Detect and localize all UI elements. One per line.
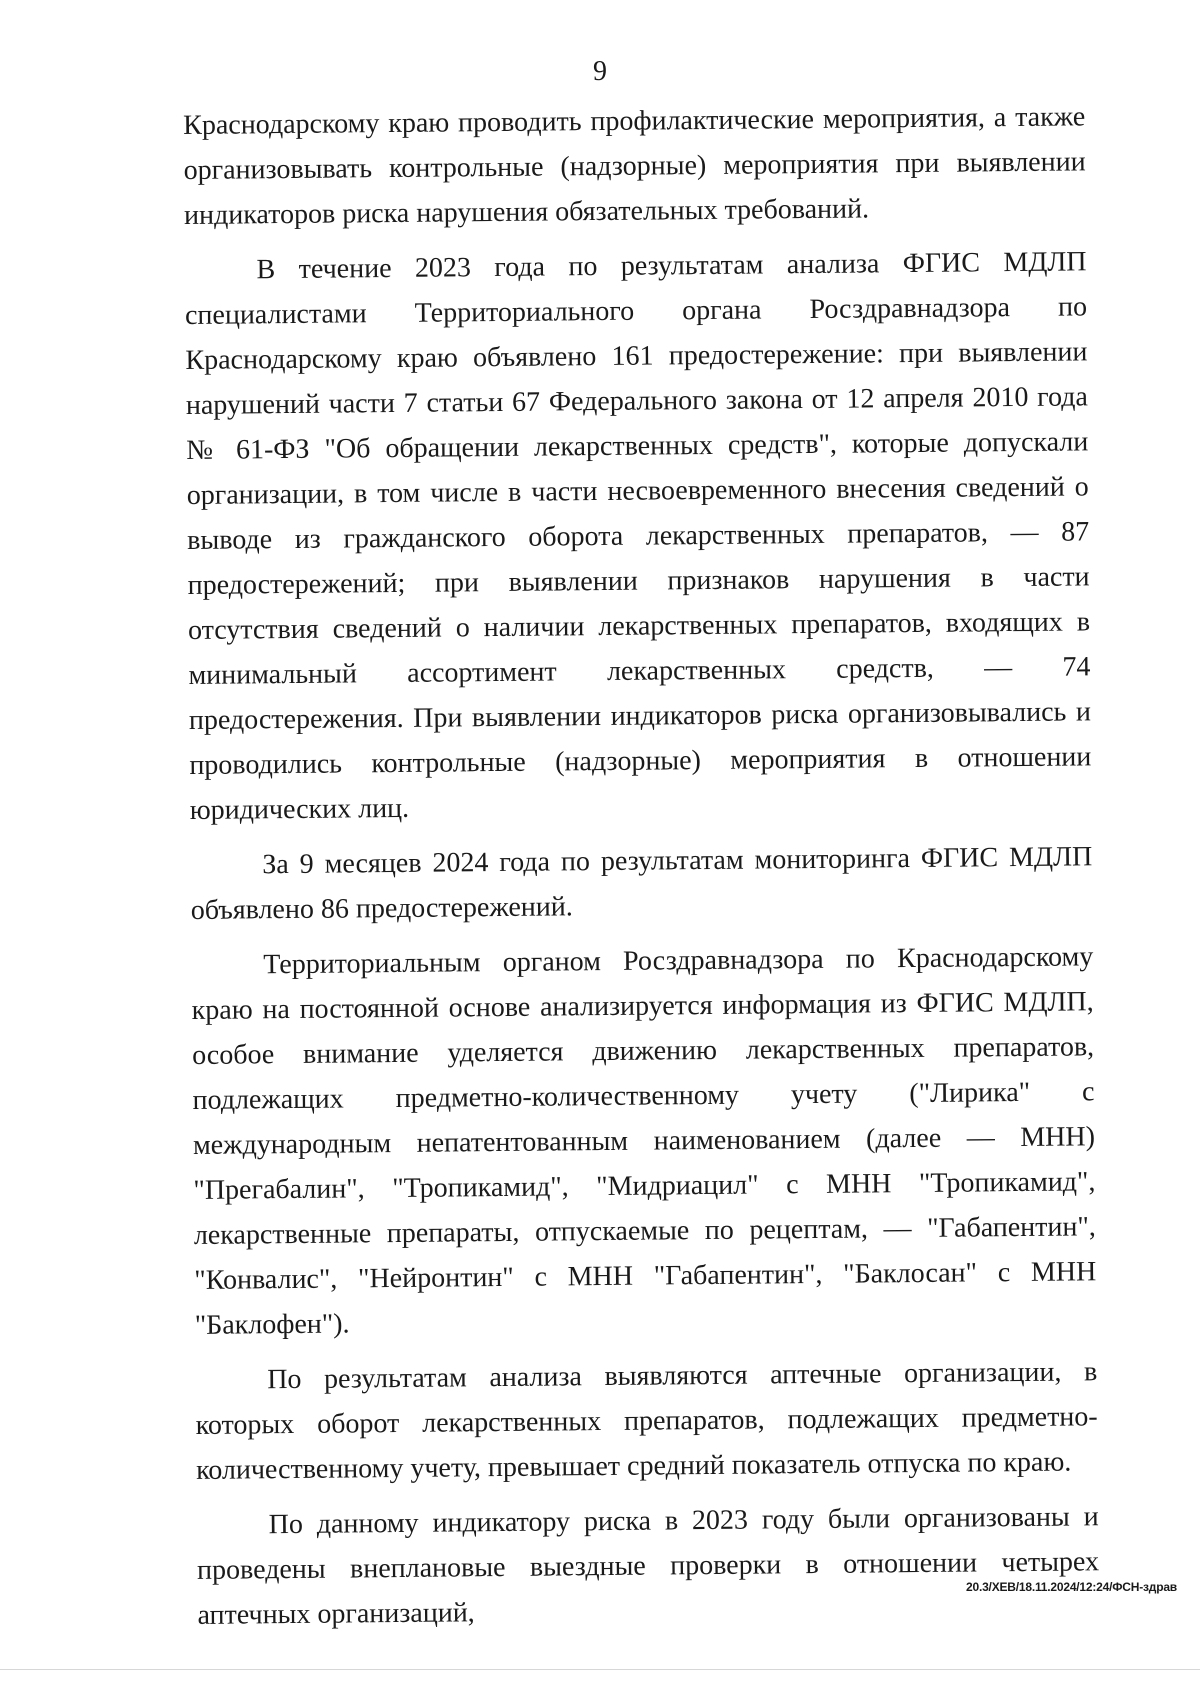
- paragraph-analysis-results: По результатам анализа выявляются аптечные организации, в которых оборот лекарственных препаратов, подлежащих предметно-количественному учету, превышает средний показатель отпуска по краю.: [195, 1356, 1098, 1486]
- page-number: 9: [593, 56, 607, 87]
- footer-stamp: 20.3/ХЕВ/18.11.2024/12:24/ФСН-здрав: [966, 1580, 1177, 1594]
- paragraph-monitoring: Территориальным органом Росздравнадзора по Краснодарскому краю на постоянной основе анализируется информация из ФГИС МДЛП, особое внимание уделяется движению лекарственных препаратов, подлежащих предметно-количественному учету ("Лирика" с международным непатентованным наименованием (далее — МНН) "Прегабалин", "Тропикамид", "Мидриацил" с МНН "Тропикамид", лекарственные препараты, отпускаемые по рецептам, — "Габапентин", "Конвалис", "Нейронтин" с МНН "Габапентин", "Баклосан" с МНН "Баклофен").: [191, 941, 1097, 1341]
- paragraph-continuation: Краснодарскому краю проводить профилактические мероприятия, а также организовывать контрольные (надзорные) мероприятия при выявлении индикаторов риска нарушения обязательных требований.: [183, 101, 1086, 231]
- paragraph-inspections: По данному индикатору риска в 2023 году были организованы и проведены внеплановые выездные проверки в отношении четырех аптечных организаций,: [196, 1501, 1100, 1631]
- paragraph-warnings-2023: В течение 2023 года по результатам анализа ФГИС МДЛП специалистами Территориального органа Росздравнадзора по Краснодарскому краю объявлено 161 предостережение: при выявлении нарушений части 7 статьи 67 Федерального закона от 12 апреля 2010 года № 61-ФЗ "Об обращении лекарственных средств", которые допускали организации, в том числе в части несвоевременного внесения сведений о выводе из гражданского оборота лекарственных препаратов, — 87 предостережений; при выявлении признаков нарушения в части отсутствия сведений о наличии лекарственных препаратов, входящих в минимальный ассортимент лекарственных средств, — 74 предостережения. При выявлении индикаторов риска организовывались и проводились контрольные (надзорные) мероприятия в отношении юридических лиц.: [184, 246, 1092, 826]
- paragraph-warnings-2024: За 9 месяцев 2024 года по результатам мониторинга ФГИС МДЛП объявлено 86 предостережений.: [190, 841, 1093, 926]
- scan-edge-line: [0, 1669, 1200, 1670]
- document-body: [183, 94, 1100, 1648]
